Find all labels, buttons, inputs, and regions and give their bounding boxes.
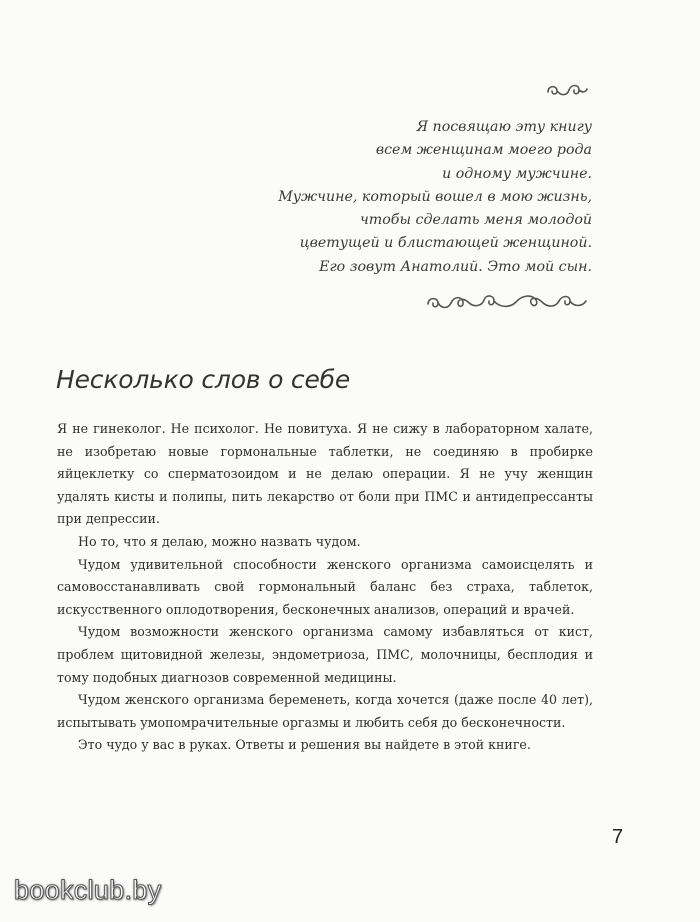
dedication-line: Мужчине, который вошел в мою жизнь, [278,188,592,205]
page-number: 7 [612,826,624,848]
dedication-line: Его зовут Анатолий. Это мой сын. [319,258,592,275]
paragraph: Чудом удивительной способности женского организма самоисцелять и самовосстанавливать свой гормональный баланс без страха, таблеток, искусственного оплодотворения, бесконечных анализов, операций и врачей. [57,556,593,617]
paragraph: Чудом женского организма беременеть, когда хочется (даже после 40 лет), испытывать умопомрачительные оргазмы и любить себя до бесконечности. [57,692,593,730]
paragraph: Это чудо у вас в руках. Ответы и решения вы найдете в этой книге. [78,737,531,753]
flourish-divider-icon [424,288,590,318]
body-text [57,418,593,757]
dedication-line: цветущей и блистающей женщиной. [299,235,592,252]
dedication-line: Я посвящаю эту книгу [416,119,592,135]
paragraph: Чудом возможности женского организма самому избавляться от кист, проблем щитовидной железы, эндометриоза, ПМС, молочницы, бесплодия и тому подобных диагнозов современной медицины. [57,624,593,685]
paragraph: Я не гинеколог. Не психолог. Не повитуха. Я не сижу в лабораторном халате, не изобретаю новые гормональные таблетки, не соединяю в пробирке яйцеклетку со сперматозоидом и не делаю операции. Я не учу женщин удалять кисты и полипы, пить лекарство от боли при ПМС и антидепрессанты при депрессии. [57,421,593,527]
dedication-line: и одному мужчине. [442,165,592,182]
dedication-line: всем женщинам моего рода [375,142,592,159]
dedication [212,116,592,279]
dedication-line: чтобы сделать меня молодой [359,212,592,229]
section-title: Несколько слов о себе [56,365,351,394]
watermark: bookclub.by [14,875,162,905]
swirl-ornament-icon [545,80,589,100]
paragraph: Но то, что я делаю, можно назвать чудом. [78,533,361,549]
